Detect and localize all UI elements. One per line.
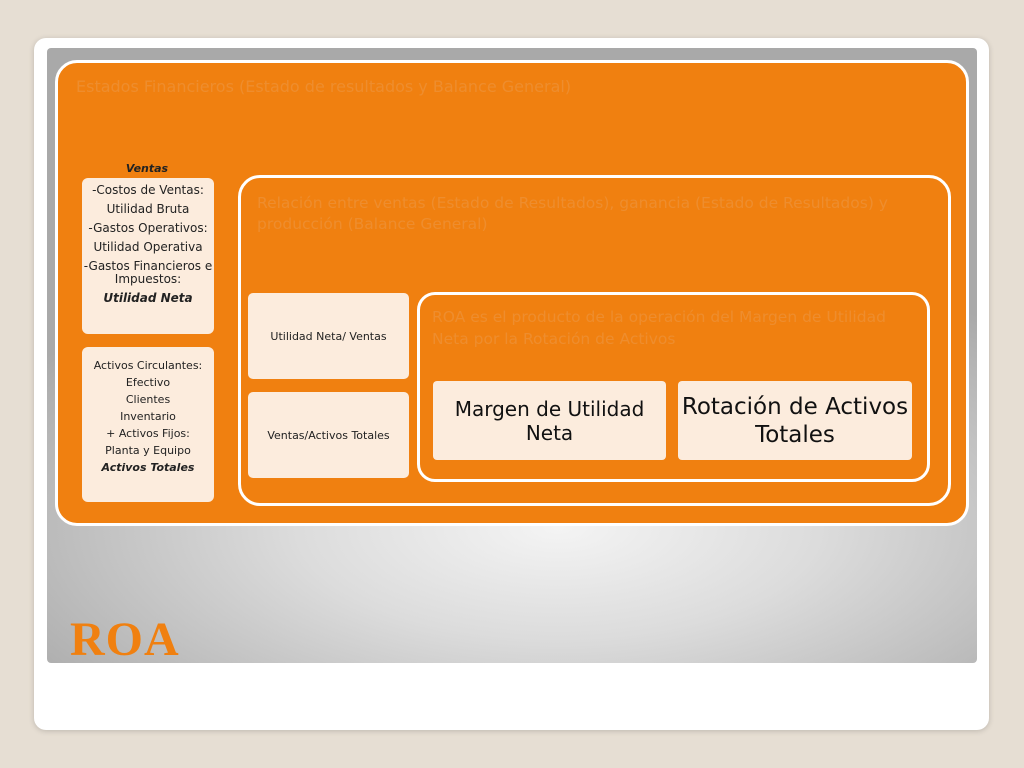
net-margin-ratio-label: Utilidad Neta/ Ventas (270, 329, 387, 343)
net-margin-factor-card (433, 381, 666, 460)
income-statement-header: Ventas (125, 162, 169, 175)
balance-total: Activos Totales (101, 461, 195, 474)
asset-turnover-ratio-label: Ventas/Activos Totales (267, 428, 390, 442)
net-margin-factor-label: Margen de Utilidad Neta (454, 396, 645, 445)
balance-line: Inventario (120, 410, 176, 423)
roa-description: ROA es el producto de la operación del Margen de Utilidad Neta por la Rotación de Activos (432, 308, 886, 348)
relation-title: Relación entre ventas (Estado de Resultados), ganancia (Estado de Resultados) y producción (Balance General) (257, 194, 888, 233)
income-statement-card (82, 178, 214, 334)
asset-turnover-ratio-card (248, 392, 409, 478)
income-line: -Gastos Operativos: (88, 221, 208, 235)
balance-line: Clientes (125, 393, 171, 406)
income-line: Utilidad Operativa (93, 240, 203, 254)
balance-sheet-card (82, 347, 214, 502)
income-line: -Costos de Ventas: (92, 183, 204, 197)
asset-turnover-factor-label: Rotación de Activos Totales (681, 393, 909, 448)
asset-turnover-factor-card (678, 381, 912, 460)
income-line: Utilidad Neta (103, 291, 193, 305)
financial-statements-title: Estados Financieros (Estado de resultados y Balance General) (76, 77, 572, 96)
balance-line: Activos Circulantes: (93, 359, 203, 372)
balance-line: + Activos Fijos: (106, 427, 190, 440)
slide-title: ROA (70, 613, 180, 666)
balance-line: Efectivo (125, 376, 171, 389)
net-margin-ratio-card (248, 293, 409, 379)
balance-line: Planta y Equipo (105, 444, 191, 457)
income-line: -Gastos Financieros e Impuestos: (83, 259, 213, 286)
income-line: Utilidad Bruta (106, 202, 190, 216)
